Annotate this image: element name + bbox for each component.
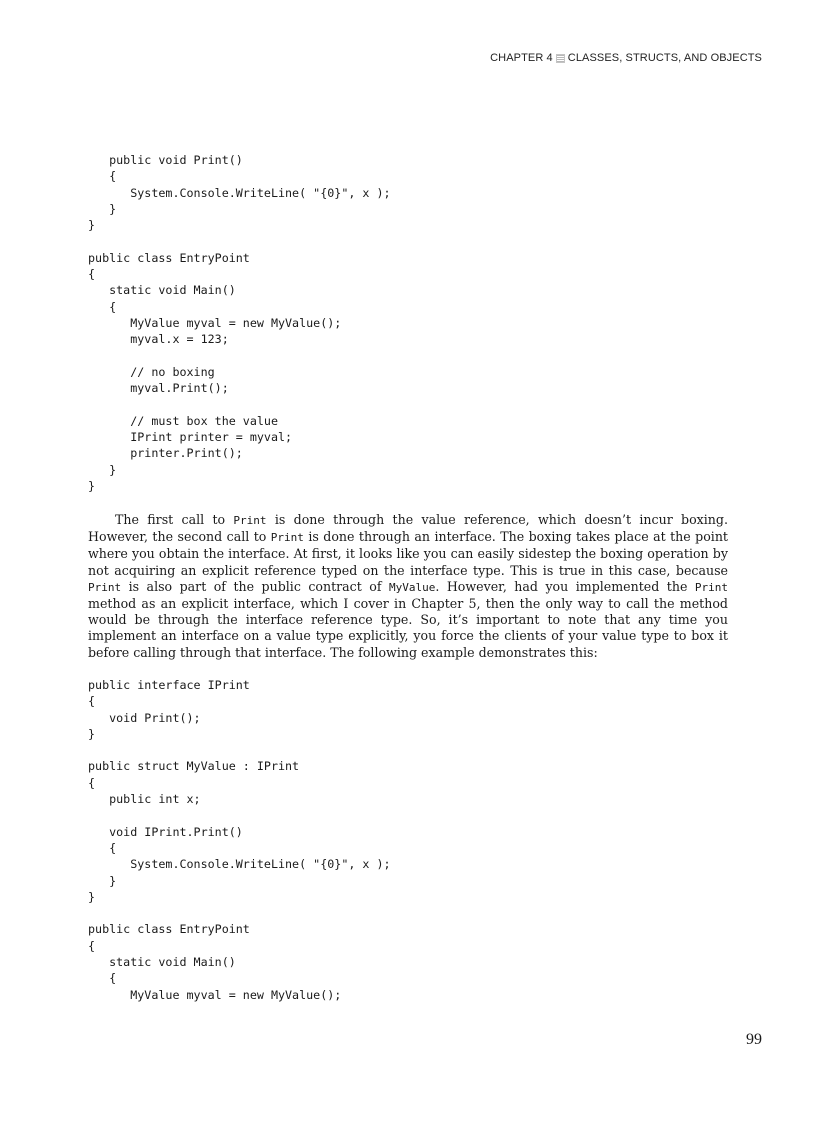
inline-code: Print [694,580,729,594]
code-line: // must box the value [88,413,278,428]
body-paragraph [88,512,728,661]
code-line: } [88,201,117,216]
code-line: { [88,267,96,282]
code-line: void IPrint.Print() [88,824,243,839]
inline-code: Print [88,580,122,594]
header-chapter: CHAPTER 4 [490,52,553,64]
code-line: } [88,889,96,904]
code-listing-2 [88,677,391,1003]
code-line: } [88,873,117,888]
code-line: myval.x = 123; [88,332,229,347]
code-line [88,905,391,921]
code-line: public struct MyValue : IPrint [88,759,300,774]
inline-code: Print [270,531,304,545]
code-line: System.Console.WriteLine( "{0}", x ); [88,185,391,200]
code-line: static void Main() [88,955,236,970]
code-line: { [88,840,117,855]
code-line [88,233,391,249]
code-line: public class EntryPoint [88,250,250,265]
code-line: { [88,775,96,790]
code-line [88,348,391,364]
code-line: static void Main() [88,283,236,298]
inline-code: Print [233,514,267,527]
code-line: IPrint printer = myval; [88,430,293,445]
code-line: System.Console.WriteLine( "{0}", x ); [88,857,391,872]
inline-code: MyValue [388,580,436,594]
code-line: // no boxing [88,364,215,379]
code-line [88,807,391,823]
code-line: } [88,726,96,741]
code-line: public class EntryPoint [88,922,250,937]
code-line: myval.Print(); [88,381,229,396]
code-line: } [88,218,96,233]
code-line: } [88,462,117,477]
paragraph-text: The first call to [115,512,234,527]
code-line: { [88,299,117,314]
paragraph-text: method as an explicit interface, which I cover in Chapter 5, then the only way to call the method would be through the interface reference type. So, it’s important to note that any time you implement an interface on a value type explicitly, you force the clients of your value type to box it before calling through that interface. The following example demonstrates this: [88,596,728,660]
code-line: } [88,478,96,493]
code-line: { [88,971,117,986]
code-line: { [88,169,117,184]
code-line [88,742,391,758]
code-line: { [88,938,96,953]
code-line: MyValue myval = new MyValue(); [88,315,342,330]
header-section-title: CLASSES, STRUCTS, AND OBJECTS [567,52,762,64]
paragraph-text: . However, had you implemented the [435,578,695,594]
paragraph-text: is done through an interface. The boxing takes place at the point where you obtain the interface. At first, it looks like you can easily sidestep the boxing operation by not acquiring an explicit reference typed on the interface type. This is true in this case, because [88,529,728,578]
code-line: MyValue myval = new MyValue(); [88,987,342,1002]
header-separator-icon [556,54,565,63]
running-header [490,52,762,64]
code-line: { [88,694,96,709]
code-line: void Print(); [88,710,201,725]
code-line: public void Print() [88,153,243,167]
code-line [88,396,391,412]
code-listing-1 [88,152,391,494]
paragraph-text: is also part of the public contract of [121,578,389,594]
paragraph-text: is done through the value reference, which doesn’t incur boxing. However, the second call to [88,512,728,545]
code-line: public interface IPrint [88,678,250,692]
code-line: public int x; [88,792,201,807]
code-line: printer.Print(); [88,446,243,461]
page-number: 99 [746,1031,762,1048]
